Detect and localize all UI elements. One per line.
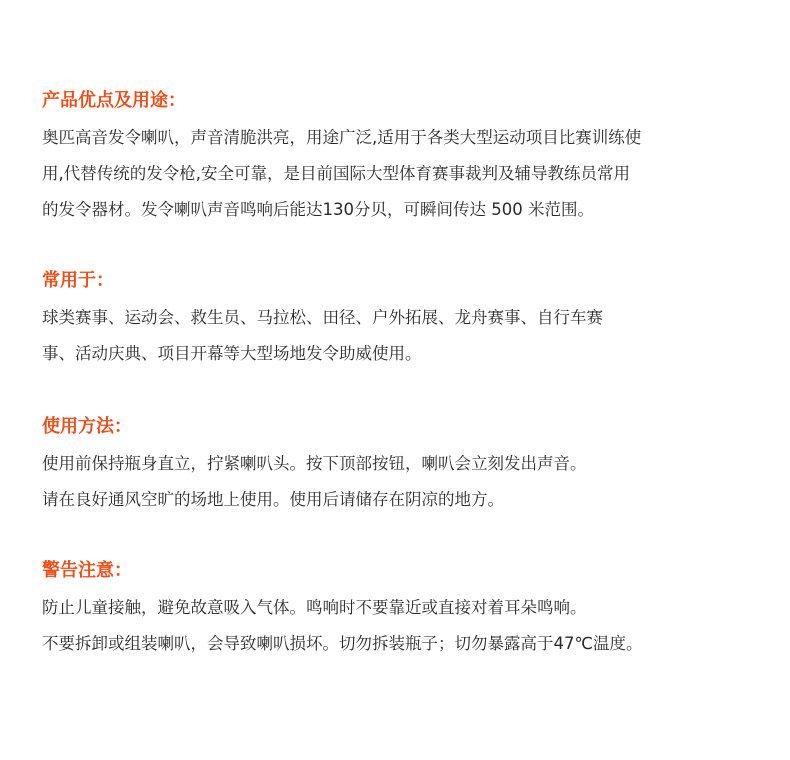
section-heading: 常用于： — [42, 270, 114, 291]
body-line: 请在良好通风空旷的场地上使用。使用后请储存在阴凉的地方。 — [42, 490, 504, 509]
section-body — [42, 120, 641, 228]
body-line: 防止儿童接触，避免故意吸入气体。鸣响时不要靠近或直接对着耳朵鸣响。 — [42, 598, 587, 617]
body-line: 事、活动庆典、项目开幕等大型场地发令助威使用。 — [42, 344, 422, 363]
section-common-uses — [42, 266, 603, 372]
section-body — [42, 590, 643, 662]
body-line: 使用前保持瓶身直立，拧紧喇叭头。按下顶部按钮，喇叭会立刻发出声音。 — [42, 454, 587, 473]
body-line: 的发令器材。发令喇叭声音鸣响后能达130分贝，可瞬间传达 500 米范围。 — [42, 200, 594, 219]
section-heading: 产品优点及用途： — [42, 90, 186, 111]
body-line: 球类赛事、运动会、救生员、马拉松、田径、户外拓展、龙舟赛事、自行车赛 — [42, 308, 603, 327]
body-line: 不要拆卸或组装喇叭，会导致喇叭损坏。切勿拆装瓶子；切勿暴露高于47℃温度。 — [42, 634, 643, 653]
body-line: 用,代替传统的发令枪,安全可靠，是目前国际大型体育赛事裁判及辅导教练员常用 — [42, 164, 630, 183]
section-body — [42, 300, 603, 372]
section-advantages-and-uses — [42, 86, 641, 228]
body-line: 奥匹高音发令喇叭，声音清脆洪亮，用途广泛,适用于各类大型运动项目比赛训练使 — [42, 128, 642, 147]
section-heading: 使用方法： — [42, 416, 132, 437]
section-usage-instructions — [42, 412, 587, 518]
section-body — [42, 446, 587, 518]
section-heading: 警告注意： — [42, 560, 132, 581]
section-warnings — [42, 556, 643, 662]
